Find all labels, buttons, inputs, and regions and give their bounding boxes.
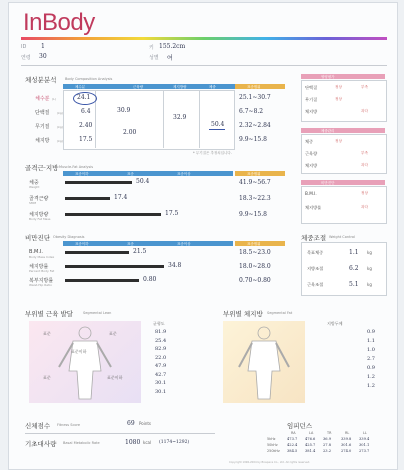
sex-label: 성별	[149, 55, 159, 61]
mineral-range: 2.32~2.84	[239, 122, 271, 129]
mf-bar	[65, 181, 132, 184]
seg-lean-value: 30.1	[155, 388, 167, 395]
age-value: 30	[39, 53, 47, 60]
ob-range: 18.0~28.0	[239, 263, 271, 270]
mf-bar-value: 17.5	[165, 210, 179, 217]
ob-range: 18.5~23.0	[239, 249, 271, 256]
seg-lean-title: 부위별 근육 발달	[25, 310, 74, 318]
imp-value: 339.8	[341, 437, 352, 441]
seg-fat-subtitle: Segmental Fat	[267, 311, 293, 315]
row-mineral-unit: (kg)	[57, 125, 63, 129]
seg-fat-value: 2.7	[367, 356, 375, 362]
protein-range: 6.7~8.2	[239, 108, 264, 115]
row-water-unit: (L)	[52, 97, 57, 101]
ob-row-label: B.M.I.	[29, 249, 43, 255]
seg-lean-col-title: 균형도	[153, 321, 165, 326]
balance-protein-low: 부족	[361, 85, 368, 89]
obesity-diag-header	[301, 180, 385, 185]
ob-hdr-high: 표준이상	[177, 241, 191, 246]
fat-value: 17.5	[79, 136, 93, 143]
seg-lean-subtitle: Segmental Lean	[83, 311, 112, 315]
ob-bar	[65, 265, 164, 268]
control-fat-value: 6.2	[349, 265, 359, 272]
wm-fat-check: 과다	[361, 163, 368, 167]
seg-lean-label-ll: 표준이하	[107, 375, 123, 380]
mf-range: 9.9~15.8	[239, 211, 267, 218]
body-comp-footnote: * 무기질은 추정치입니다.	[193, 151, 232, 155]
control-target-unit: kg	[367, 250, 372, 255]
fitness-divider	[25, 433, 215, 434]
od-bmi-check: 정상	[361, 191, 368, 195]
fat-range: 9.9~15.8	[239, 136, 267, 143]
header-rainbow-stripe	[21, 37, 387, 40]
weight-mgmt-header	[301, 128, 385, 133]
imp-value: 384.5	[287, 449, 298, 453]
col-total: 체수분	[75, 84, 86, 89]
weight-value: 50.4	[211, 121, 225, 128]
seg-lean-label-ra: 표준	[43, 331, 51, 336]
wm-row-fat: 체지방	[305, 163, 318, 168]
imp-value: 301.6	[341, 443, 352, 447]
imp-freq: 250kHz	[267, 449, 280, 453]
row-protein-unit: (kg)	[57, 111, 63, 115]
impedance-title: 임피던스	[287, 422, 313, 430]
ob-hdr-low: 표준이하	[75, 241, 89, 246]
mf-hdr-high: 표준이상	[177, 171, 191, 176]
wm-row-weight: 체중	[305, 139, 314, 144]
bone-value: 2.00	[123, 129, 137, 136]
od-row-pbf: 체지방률	[305, 205, 322, 210]
water-range: 25.1~30.7	[239, 94, 271, 101]
mf-range: 18.3~22.3	[239, 195, 271, 202]
balance-row-fat: 체지방	[305, 109, 318, 114]
mf-hdr-low: 표준이하	[75, 171, 89, 176]
imp-value: 425.7	[305, 443, 316, 447]
mf-row-label: 체지방량	[29, 212, 49, 218]
obesity-title: 비만진단	[25, 234, 51, 242]
seg-lean-value: 30.1	[155, 380, 167, 386]
wm-muscle-check: 부족	[361, 151, 368, 155]
balance-mineral-check: 정상	[335, 97, 342, 101]
col-lbm: 제지방량	[173, 84, 187, 89]
imp-value: 23.2	[323, 449, 332, 453]
mineral-value: 2.40	[79, 122, 93, 129]
age-label: 연령	[21, 55, 31, 61]
fitness-sub: Fitness Score	[57, 423, 81, 427]
row-protein-label: 단백질	[35, 110, 50, 116]
obesity-diag-title: 비만진단	[321, 180, 335, 185]
control-muscle-label: 근육조절	[307, 282, 324, 287]
balance-header	[301, 74, 385, 79]
id-label: ID	[21, 44, 27, 50]
muscle-fat-title: 골격근·지방	[25, 164, 59, 172]
imp-value: 422.4	[287, 443, 298, 447]
imp-value: 339.4	[359, 437, 370, 441]
mf-row-label: 골격근량	[29, 196, 49, 202]
imp-col-header: RA	[291, 431, 296, 435]
ob-row-label: 복부지방률	[29, 278, 54, 284]
id-value: 1	[41, 43, 45, 50]
col-muscle: 근육량	[133, 84, 144, 89]
mf-row-sub: Body Fat Mass	[29, 217, 51, 221]
mf-bar-value: 17.4	[114, 194, 128, 201]
seg-lean-value: 82.9	[155, 346, 167, 352]
imp-value: 473.7	[287, 437, 298, 441]
row-mineral-label: 무기질	[35, 124, 50, 130]
seg-lean-value: 25.4	[155, 337, 167, 344]
imp-value: 27.8	[323, 443, 332, 447]
seg-fat-value: 1.2	[367, 374, 375, 380]
imp-col-header: RL	[345, 431, 350, 435]
mf-bar-value: 50.4	[136, 178, 150, 185]
control-muscle-value: 5.1	[349, 281, 359, 288]
mf-row-sub: Weight	[29, 185, 40, 189]
bmr-unit: kcal	[143, 440, 152, 445]
ob-hdr-range: 표준범위	[247, 241, 261, 246]
mf-hdr-std: 표준	[127, 171, 134, 176]
muscle-value: 30.9	[117, 107, 131, 114]
col-range: 표준범위	[247, 84, 261, 89]
od-row-bmi: B.M.I.	[305, 191, 317, 196]
seg-fat-body-icon	[223, 321, 305, 403]
ob-hdr-std: 표준	[127, 241, 134, 246]
height-value: 155.2cm	[159, 43, 186, 50]
imp-value: 476.6	[305, 437, 316, 441]
bmr-value: 1080	[125, 439, 141, 446]
seg-fat-title: 부위별 체지방	[223, 310, 263, 318]
imp-value: 273.7	[359, 449, 370, 453]
bmr-label: 기초대사량	[25, 440, 57, 448]
fitness-label: 신체점수	[25, 422, 51, 430]
fitness-unit: Points	[139, 421, 152, 426]
wm-row-muscle: 근육량	[305, 151, 318, 156]
protein-value: 6.4	[81, 108, 91, 115]
seg-lean-label-rl: 표준	[43, 375, 51, 380]
ob-range: 0.70~0.80	[239, 277, 271, 284]
ob-bar	[65, 279, 139, 282]
imp-col-header: LL	[363, 431, 367, 435]
row-fat-label: 체지방	[35, 138, 50, 144]
bmr-sub: Basal Metabolic Rate	[63, 441, 100, 445]
control-subtitle: Weight Control	[329, 235, 355, 239]
mf-row-sub: SMM	[29, 201, 37, 205]
row-water-label: 체수분	[35, 96, 50, 102]
sex-value: 여	[167, 55, 173, 62]
seg-lean-value: 47.9	[155, 363, 167, 369]
ob-row-sub: Percent Body Fat	[29, 269, 55, 273]
seg-lean-value: 22.0	[155, 354, 167, 361]
imp-value: 301.1	[359, 443, 370, 447]
imp-freq: 50kHz	[267, 443, 278, 447]
seg-fat-value: 1.0	[367, 347, 375, 353]
ob-bar	[65, 251, 129, 254]
ob-bar-value: 21.5	[133, 248, 147, 255]
balance-row-protein: 단백질	[305, 85, 318, 90]
imp-col-header: LA	[309, 431, 314, 435]
ob-row-sub: Waist-Hip Ratio	[29, 283, 52, 287]
mf-bar	[65, 197, 110, 200]
height-label: 키	[149, 45, 154, 51]
mf-range: 41.9~56.7	[239, 179, 271, 186]
balance-row-mineral: 무기질	[305, 97, 318, 102]
balance-protein-check: 정상	[335, 85, 342, 89]
obesity-subtitle: Obesity Diagnosis	[53, 235, 85, 239]
seg-fat-value: 0.9	[367, 365, 375, 371]
lbm-value: 32.9	[173, 114, 187, 121]
mf-row-label: 체중	[29, 180, 39, 186]
col-weight: 체중	[209, 84, 216, 89]
control-target-value: 1.1	[349, 249, 359, 256]
imp-value: 381.4	[305, 449, 316, 453]
row-fat-unit: (kg)	[57, 139, 63, 143]
imp-value: 274.0	[341, 449, 352, 453]
control-target-label: 목표체중	[307, 250, 324, 255]
seg-fat-value: 1.1	[367, 338, 375, 344]
water-value: 24.1	[77, 94, 91, 101]
inbody-logo: InBody	[23, 9, 95, 36]
seg-fat-value: 0.9	[367, 329, 375, 335]
imp-value: 36.9	[323, 437, 332, 441]
mf-hdr-range: 표준범위	[247, 171, 261, 176]
imp-col-header: TR	[327, 431, 332, 435]
seg-fat-value: 1.2	[367, 383, 375, 389]
seg-lean-value: 42.7	[155, 371, 167, 378]
balance-fat-check: 과다	[361, 109, 368, 113]
control-muscle-unit: kg	[367, 282, 372, 287]
seg-lean-value: 81.9	[155, 329, 167, 335]
imp-freq: 5kHz	[267, 437, 276, 441]
body-comp-title: 체성분분석	[25, 76, 57, 84]
control-title: 체중조절	[301, 234, 327, 242]
od-pbf-check: 과다	[361, 205, 368, 209]
weight-mgmt-title: 체중관리	[321, 128, 335, 133]
seg-fat-col-title: 지방두께	[327, 321, 343, 326]
control-fat-unit: kg	[367, 266, 372, 271]
body-comp-subtitle: Body Composition Analysis	[65, 77, 113, 81]
control-fat-label: 지방조절	[307, 266, 324, 271]
seg-lean-label-la: 표준	[109, 331, 117, 336]
seg-lean-label-tr: 표준이하	[71, 349, 87, 354]
body-comp-header	[63, 84, 259, 89]
ob-row-label: 체지방률	[29, 264, 49, 270]
muscle-fat-subtitle: Muscle-Fat Analysis	[59, 165, 94, 169]
wm-weight-check: 정상	[335, 139, 342, 143]
fitness-value: 69	[127, 420, 135, 427]
weight-underline	[209, 129, 225, 130]
footer-copyright: Copyright 1996-2004 by Biospace Co., Ltd. All rights reserved.	[229, 461, 311, 464]
header-divider	[21, 65, 387, 66]
inbody-result-sheet	[8, 2, 398, 470]
ob-row-sub: Body Mass Index	[29, 255, 55, 259]
mf-bar	[65, 213, 161, 216]
bmr-range: (1174~1292)	[159, 440, 190, 445]
ob-bar-value: 0.80	[143, 276, 157, 283]
ob-bar-value: 34.8	[168, 262, 182, 269]
balance-title: 영양평가	[321, 74, 335, 79]
